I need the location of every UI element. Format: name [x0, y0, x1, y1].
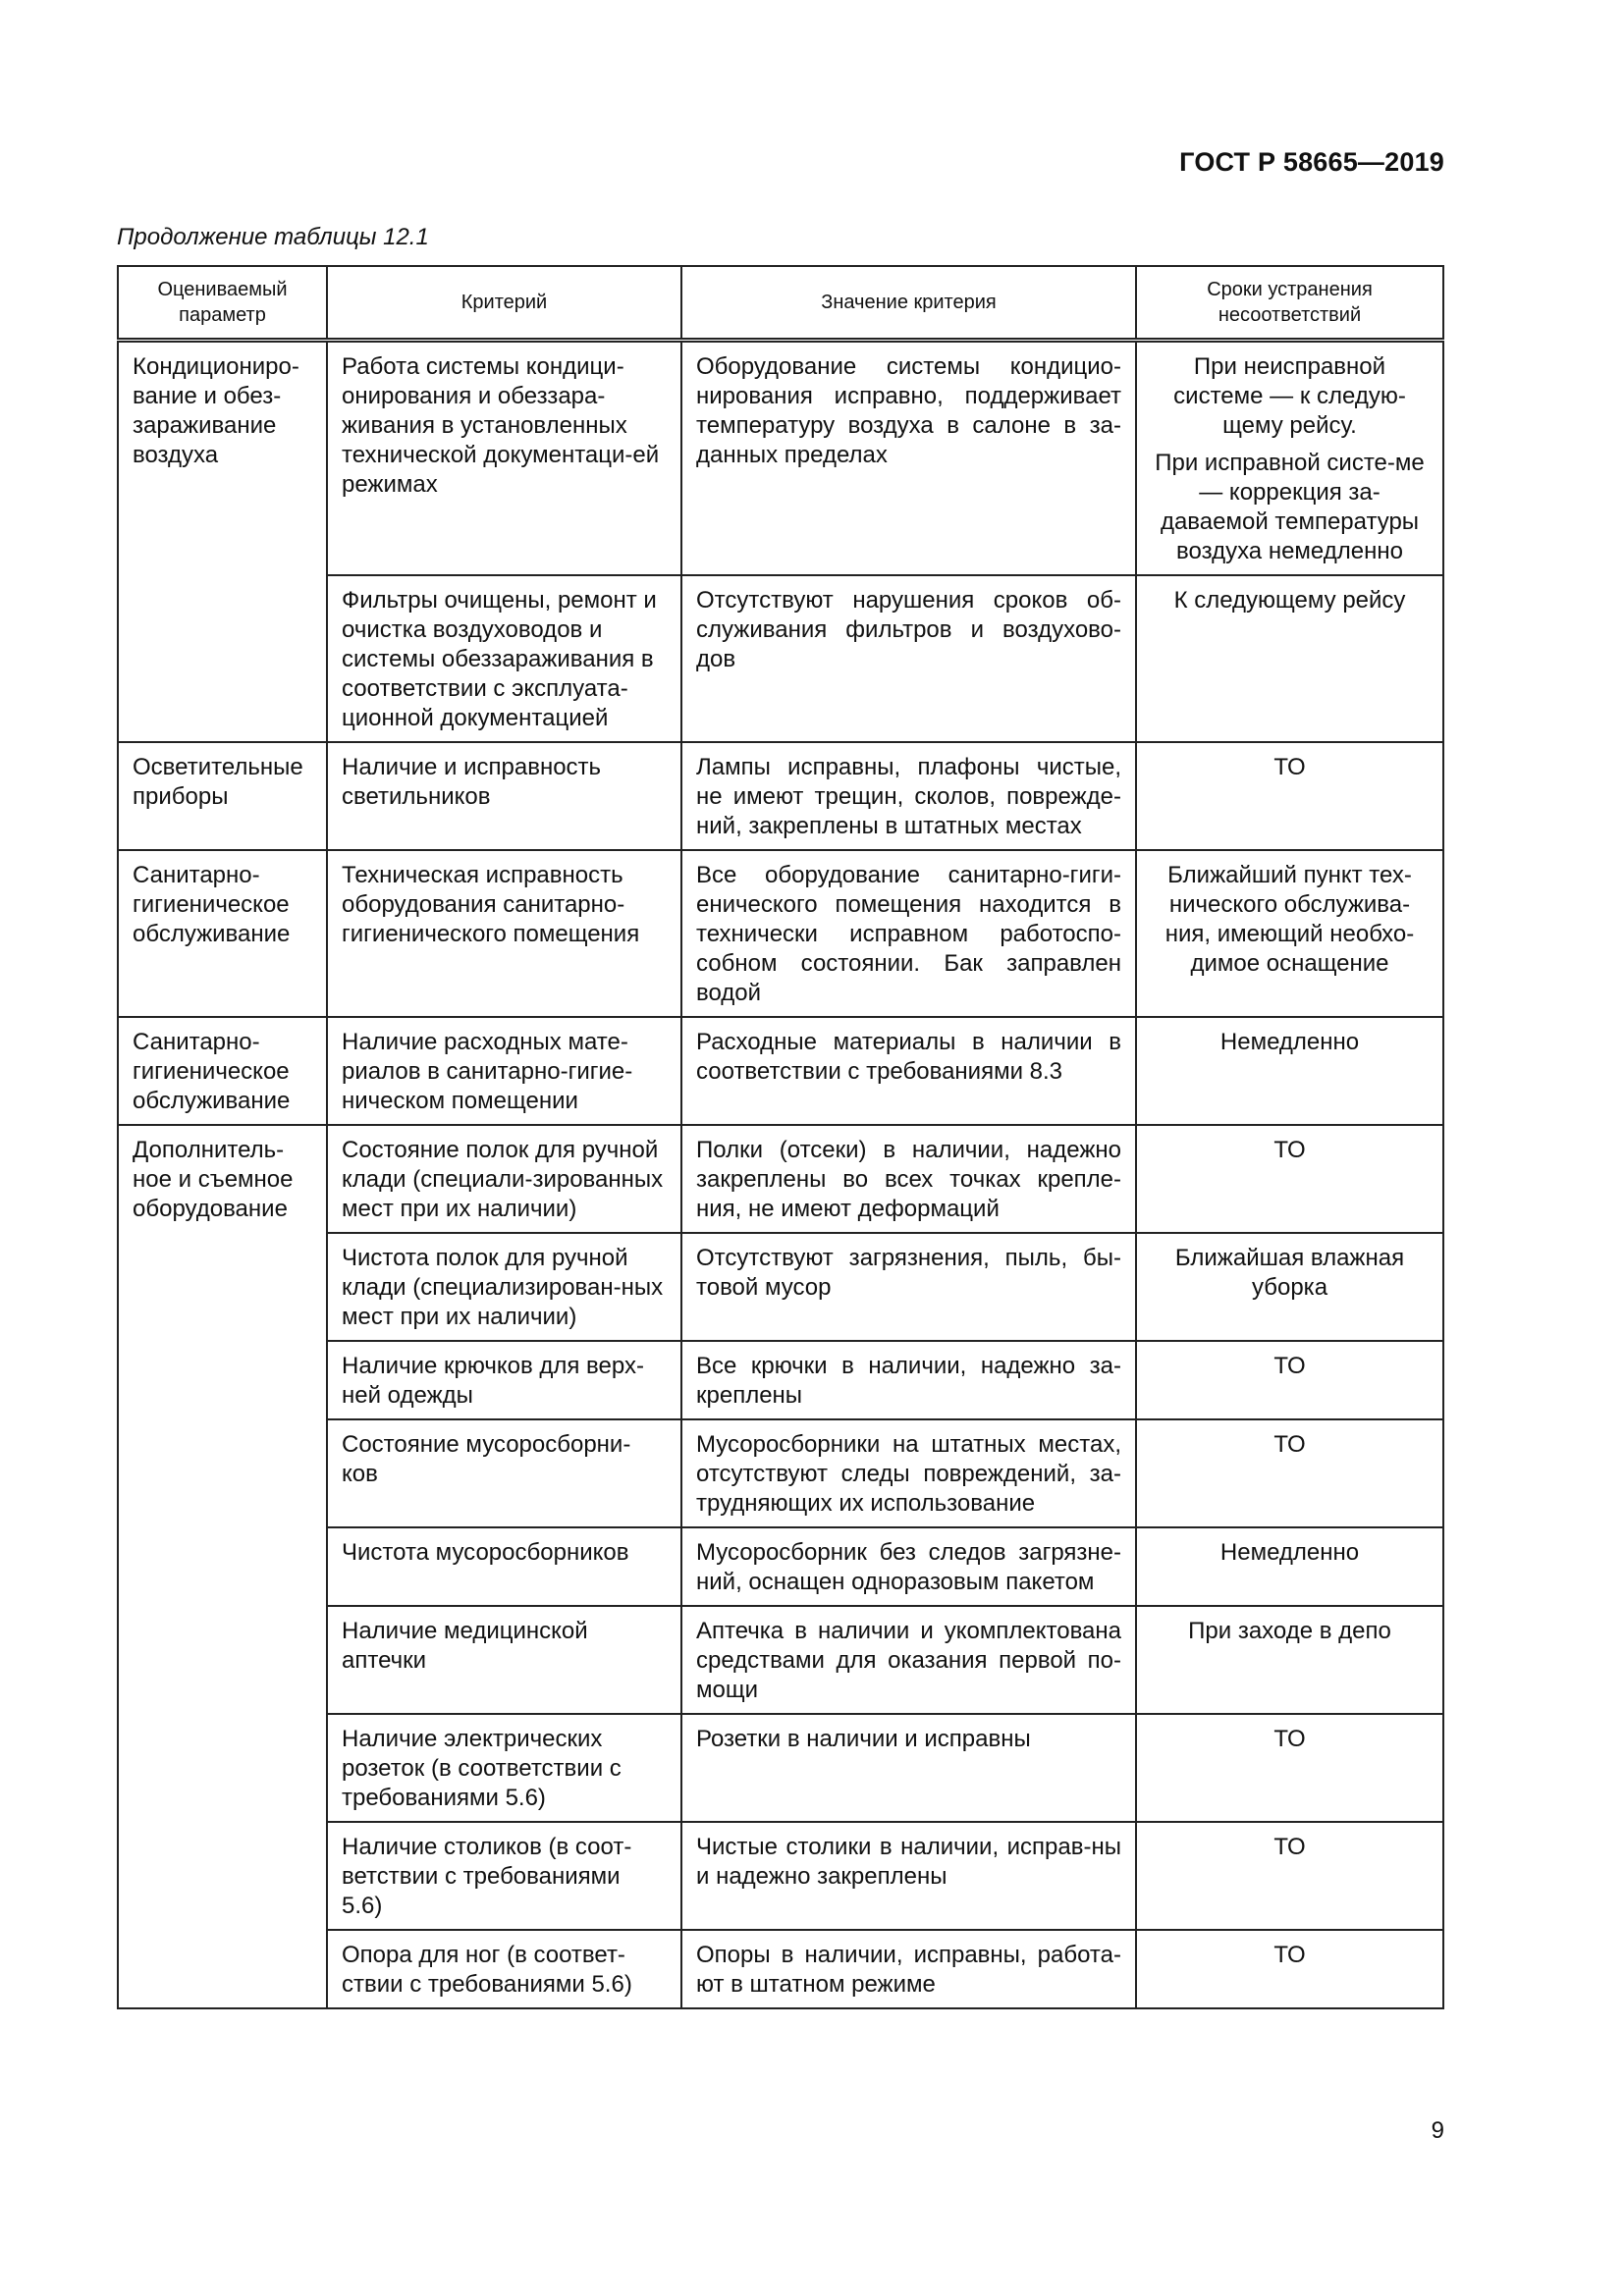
cell-term [1136, 1341, 1443, 1419]
cell-value: Полки (отсеки) в наличии, надежно закреплены во всех точках крепле-ния, не имеют деформаций [681, 1125, 1136, 1233]
table-row [118, 742, 1443, 850]
cell-value: Оборудование системы кондицио-нирования исправно, поддерживает температуру воздуха в салоне в за-данных пределах [681, 341, 1136, 576]
cell-parameter: Осветительные приборы [118, 742, 327, 850]
cell-criterion: Наличие медицинской аптечки [327, 1606, 681, 1714]
cell-term [1136, 1233, 1443, 1341]
cell-value: Все крючки в наличии, надежно за-креплены [681, 1341, 1136, 1419]
cell-value: Отсутствуют нарушения сроков об-служивания фильтров и воздухово-дов [681, 575, 1136, 742]
cell-term [1136, 1714, 1443, 1822]
cell-term [1136, 1017, 1443, 1125]
cell-parameter: Санитарно-гигиеническое обслуживание [118, 1017, 327, 1125]
cell-criterion: Чистота мусоросборников [327, 1527, 681, 1606]
term-line: ТО [1273, 1353, 1306, 1379]
column-header-criterion: Критерий [327, 266, 681, 341]
page-number: 9 [1431, 2117, 1444, 2144]
cell-term [1136, 1822, 1443, 1930]
cell-value: Лампы исправны, плафоны чистые, не имеют трещин, сколов, поврежде-ний, закреплены в штатных местах [681, 742, 1136, 850]
cell-term [1136, 1606, 1443, 1714]
cell-term [1136, 341, 1443, 576]
term-line: ТО [1273, 754, 1306, 780]
cell-term [1136, 1527, 1443, 1606]
cell-value: Аптечка в наличии и укомплектована средствами для оказания первой по-мощи [681, 1606, 1136, 1714]
cell-criterion: Наличие крючков для верх-ней одежды [327, 1341, 681, 1419]
cell-value: Расходные материалы в наличии в соответствии с требованиями 8.3 [681, 1017, 1136, 1125]
term-line: ТО [1273, 1726, 1306, 1752]
term-line: Немедленно [1219, 1539, 1360, 1566]
term-line: ТО [1273, 1942, 1306, 1968]
cell-value: Розетки в наличии и исправны [681, 1714, 1136, 1822]
cell-parameter: Санитарно-гигиеническое обслуживание [118, 850, 327, 1017]
cell-criterion: Наличие и исправность светильников [327, 742, 681, 850]
cell-term [1136, 742, 1443, 850]
term-line: Ближайший пункт тех-нического обслужива-ния, имеющий необхо-димое оснащение [1164, 862, 1415, 977]
column-header-term: Сроки устранения несоответствий [1136, 266, 1443, 341]
cell-criterion: Чистота полок для ручной клади (специализирован-ных мест при их наличии) [327, 1233, 681, 1341]
cell-parameter: Дополнитель-ное и съемное оборудование [118, 1125, 327, 2008]
column-header-parameter: Оцениваемый параметр [118, 266, 327, 341]
term-line: ТО [1273, 1431, 1306, 1458]
cell-value: Отсутствуют загрязнения, пыль, бы-товой мусор [681, 1233, 1136, 1341]
cell-criterion: Наличие столиков (в соот-ветствии с требованиями 5.6) [327, 1822, 681, 1930]
cell-value: Мусоросборник без следов загрязне-ний, оснащен одноразовым пакетом [681, 1527, 1136, 1606]
cell-parameter: Кондициониро-вание и обез-зараживание воздуха [118, 341, 327, 743]
column-header-value: Значение критерия [681, 266, 1136, 341]
cell-criterion: Наличие расходных мате-риалов в санитарно-гигие-ническом помещении [327, 1017, 681, 1125]
term-line: Немедленно [1219, 1029, 1360, 1055]
cell-criterion: Опора для ног (в соответ-ствии с требованиями 5.6) [327, 1930, 681, 2008]
term-line: К следующему рейсу [1173, 587, 1406, 614]
cell-criterion: Состояние полок для ручной клади (специали-зированных мест при их наличии) [327, 1125, 681, 1233]
cell-value: Все оборудование санитарно-гиги-енического помещения находится в технически исправном работоспо-собном состоянии. Бак заправлен водой [681, 850, 1136, 1017]
cell-term [1136, 1125, 1443, 1233]
term-line: При исправной систе-ме — коррекция за-даваемой температуры воздуха немедленно [1155, 450, 1425, 564]
cell-term [1136, 1419, 1443, 1527]
cell-criterion: Наличие электрических розеток (в соответствии с требованиями 5.6) [327, 1714, 681, 1822]
term-line: При заходе в депо [1188, 1618, 1391, 1644]
cell-criterion: Техническая исправность оборудования санитарно-гигиенического помещения [327, 850, 681, 1017]
cell-term [1136, 1930, 1443, 2008]
term-line: ТО [1273, 1834, 1306, 1860]
cell-value: Опоры в наличии, исправны, работа-ют в штатном режиме [681, 1930, 1136, 2008]
cell-value: Чистые столики в наличии, исправ-ны и надежно закреплены [681, 1822, 1136, 1930]
table-body [118, 341, 1443, 2009]
table-row [118, 850, 1443, 1017]
table-row [118, 1125, 1443, 1233]
term-line: ТО [1273, 1137, 1306, 1163]
cell-criterion: Состояние мусоросборни-ков [327, 1419, 681, 1527]
term-line: Ближайшая влажная уборка [1174, 1245, 1405, 1301]
document-code: ГОСТ Р 58665—2019 [1179, 147, 1444, 177]
cell-value: Мусоросборники на штатных местах, отсутствуют следы повреждений, за-трудняющих их использование [681, 1419, 1136, 1527]
criteria-table [117, 265, 1444, 2009]
cell-term [1136, 850, 1443, 1017]
table-row [118, 1017, 1443, 1125]
table-row [118, 341, 1443, 576]
table-header-row [118, 266, 1443, 341]
table-caption: Продолжение таблицы 12.1 [117, 224, 429, 250]
cell-term [1136, 575, 1443, 742]
cell-criterion: Фильтры очищены, ремонт и очистка воздуховодов и системы обеззараживания в соответствии с эксплуата-ционной документацией [327, 575, 681, 742]
cell-criterion: Работа системы кондици-онирования и обеззара-живания в установленных технической документаци-ей режимах [327, 341, 681, 576]
term-line: При неисправной системе — к следую-щему рейсу. [1173, 353, 1406, 439]
